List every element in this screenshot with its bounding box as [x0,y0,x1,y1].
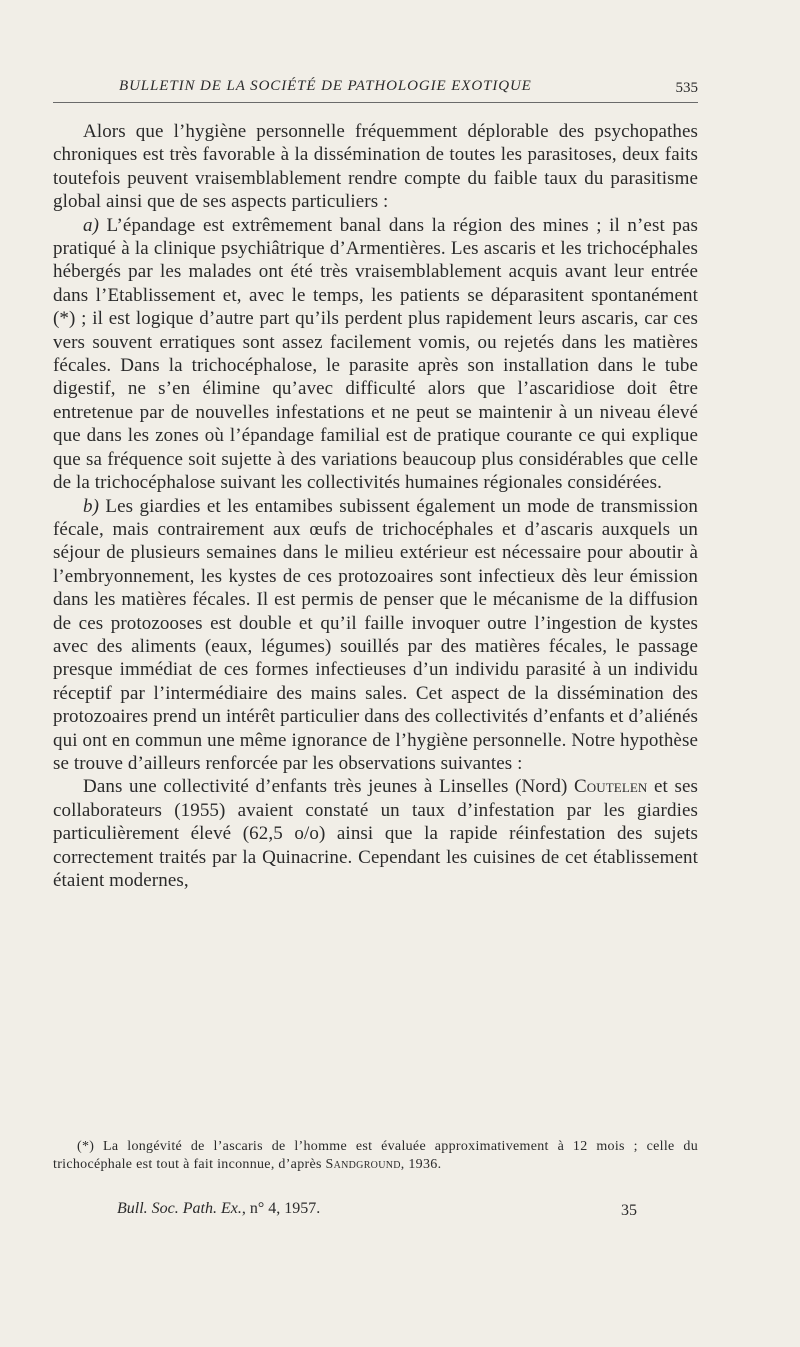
footnote-text-1: (*) La longévité de l’ascaris de l’homme est évaluée approximativement à 12 mois ; celle du trichocéphale est tout à fait inconnue, d’après [53,1139,698,1172]
footnote-author: Sandground [325,1157,401,1172]
page-footer [53,1200,698,1220]
item-marker-b: b) [83,495,100,517]
signature-mark: 35 [621,1202,637,1219]
paragraph-b-text: Les giardies et les entamibes subissent également un mode de transmission fécale, mais contrairement aux œufs de trichocéphales et d’ascaris auxquels un séjour de plusieurs semaines dans le milieu extérieur est nécessaire pour aboutir à l’embryonnement, les kystes de ces protozoaires sont infectieux dès leur émission dans les matières fécales. Il est permis de penser que le mécanisme de la diffusion de ces protozooses est double et qu’il faille invoquer outre l’ingestion de kystes avec des aliments (eaux, légumes) souillés par des matières fécales, le passage presque immédiat de ces formes infectieuses d’un individu parasité à un individu réceptif par l’intermédiaire des mains sales. Cet aspect de la dissémination des protozoaires prend un intérêt particulier dans des collectivités d’enfants et d’aliénés qui ont en commun une même ignorance de l’hygiène personnelle. Notre hypothèse se trouve d’ailleurs renforcée par les observations suivantes : [53,495,698,774]
paragraph-linselles [53,775,698,892]
footnote-reference[interactable]: (*) [53,308,76,330]
footnote [53,1138,698,1174]
header-rule [53,102,698,103]
paragraph-a-text-1: L’épandage est extrêmement banal dans la région des mines ; il n’est pas pratiqué à la clinique psychiâtrique d’Armentières. Les ascaris et les trichocéphales hébergés par les malades ont été très vraisemblablement acquis avant leur entrée dans l’Etablissement et, avec le temps, les patients se déparasitent spontanément [53,214,698,306]
body-text [53,120,698,892]
paragraph-b [53,495,698,776]
journal-citation [117,1200,320,1218]
running-header [53,74,698,102]
paragraph-a [53,214,698,495]
journal-abbrev: Bull. Soc. Path. Ex. [117,1200,242,1217]
page-number: 535 [675,80,698,96]
author-name: Coutelen [573,776,648,798]
paragraph-intro: Alors que l’hygiène personnelle fréquemment déplorable des psychopathes chroniques est très favorable à la dissémination de toutes les parasitoses, deux faits toutefois peuvent vraisemblablement rendre compte du faible taux du parasitisme global ainsi que de ses aspects particuliers : [53,121,698,213]
footnote-text-2: , 1936. [400,1157,442,1172]
paragraph-linselles-text-1: Dans une collectivité d’enfants très jeunes à Linselles (Nord) [83,776,574,798]
item-marker-a: a) [83,214,100,236]
page [53,74,698,1219]
running-title: BULLETIN DE LA SOCIÉTÉ DE PATHOLOGIE EXOTIQUE [119,78,532,94]
paragraph-linselles-text-2: et ses collaborateurs (1955) avaient constaté un taux d’infestation par les giardies particulièrement élevé (62,5 o/o) ainsi que la rapide réinfestation des sujets correctement traités par la Quinacrine. Cependant les cuisines de cet établissement étaient modernes, [53,776,698,891]
paragraph-a-text-2: ; il est logique d’autre part qu’ils perdent plus rapidement leurs ascaris, car ces vers souvent erratiques sont assez facilement vomis, ou rejetés dans les matières fécales. Dans la trichocéphalose, le parasite après son installation dans le tube digestif, ne s’en élimine qu’avec difficulté alors que l’ascaridiose doit être entretenue par de nouvelles infestations et ne peut se maintenir à un niveau élevé que dans les zones où l’épandage familial est de pratique courante ce qui explique que sa fréquence soit sujette à des variations beaucoup plus considérables que celle de la trichocéphalose suivant les collectivités humaines régionales considérées. [53,308,698,494]
footnotes [53,1138,698,1174]
journal-issue: , n° 4, 1957. [241,1200,321,1217]
